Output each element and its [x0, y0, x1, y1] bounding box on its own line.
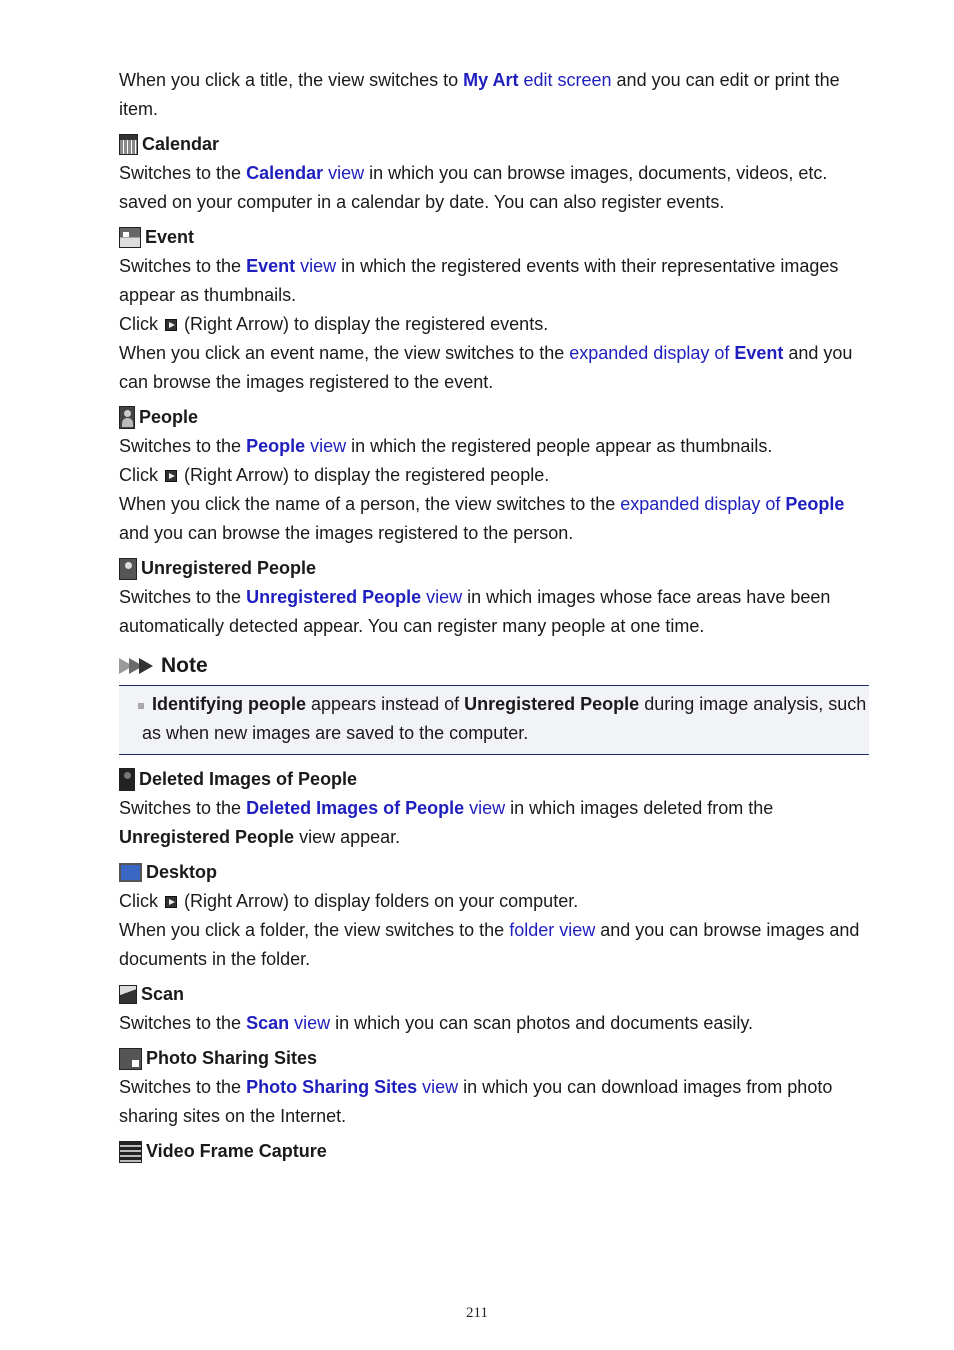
- note-item: Identifying people appears instead of Unregistered People during image analysis, such as when new images are saved to the computer.: [142, 690, 869, 748]
- section-title: Deleted Images of People: [139, 769, 358, 789]
- event-description: Switches to the Event view in which the registered events with their representative images appear as thumbnails.: [119, 256, 839, 305]
- photo-sharing-view-link[interactable]: Photo Sharing Sites view: [246, 1077, 459, 1097]
- desktop-icon: [119, 863, 142, 882]
- page-number: 211: [466, 1305, 488, 1321]
- photo-sharing-description: Switches to the Photo Sharing Sites view in which you can download images from photo sharing sites on the Internet.: [119, 1077, 833, 1126]
- section-desktop: [119, 858, 869, 887]
- desktop-click-instruction: Click (Right Arrow) to display folders on your computer.: [119, 891, 579, 911]
- section-title: Video Frame Capture: [146, 1141, 327, 1161]
- section-people: [119, 403, 869, 432]
- section-event: [119, 223, 869, 252]
- note-title: Note: [161, 654, 208, 677]
- right-arrow-icon: [165, 319, 177, 331]
- right-arrow-icon: [165, 470, 177, 482]
- section-title: Event: [145, 227, 195, 247]
- note-chevron-icon: [119, 658, 149, 674]
- people-view-link[interactable]: People view: [246, 436, 347, 456]
- folder-view-link[interactable]: folder view: [509, 920, 596, 940]
- expanded-display-people-link[interactable]: expanded display of People: [620, 494, 845, 514]
- people-click-instruction: Click (Right Arrow) to display the registered people.: [119, 465, 550, 485]
- event-expanded-info: When you click an event name, the view switches to the expanded display of Event and you can browse the images registered to the event.: [119, 343, 853, 392]
- note-header: [119, 653, 869, 679]
- scan-icon: [119, 985, 137, 1004]
- deleted-description: Switches to the Deleted Images of People view in which images deleted from the Unregistered People view appear.: [119, 798, 774, 847]
- section-scan: [119, 980, 869, 1009]
- deleted-images-icon: [119, 768, 135, 791]
- people-expanded-info: When you click the name of a person, the view switches to the expanded display of People and you can browse the images registered to the person.: [119, 494, 845, 543]
- event-icon: [119, 227, 141, 248]
- section-title: Scan: [141, 984, 185, 1004]
- section-title: Photo Sharing Sites: [146, 1048, 318, 1068]
- event-view-link[interactable]: Event view: [246, 256, 337, 276]
- intro-paragraph: When you click a title, the view switches to My Art edit screen and you can edit or print the item.: [119, 70, 840, 119]
- section-photo-sharing: [119, 1044, 869, 1073]
- section-unregistered-people: [119, 554, 869, 583]
- section-title: Unregistered People: [141, 558, 317, 578]
- section-title: Desktop: [146, 862, 218, 882]
- video-frame-capture-icon: [119, 1141, 142, 1163]
- section-deleted-images: [119, 765, 869, 794]
- scan-description: Switches to the Scan view in which you can scan photos and documents easily.: [119, 1013, 754, 1033]
- note-box: [119, 685, 869, 755]
- expanded-display-event-link[interactable]: expanded display of Event: [569, 343, 784, 363]
- people-icon: [119, 406, 135, 429]
- unregistered-people-icon: [119, 558, 137, 580]
- section-title: People: [139, 407, 199, 427]
- scan-view-link[interactable]: Scan view: [246, 1013, 331, 1033]
- event-click-instruction: Click (Right Arrow) to display the registered events.: [119, 314, 549, 334]
- section-title: Calendar: [142, 134, 220, 154]
- unregistered-people-view-link[interactable]: Unregistered People view: [246, 587, 463, 607]
- calendar-icon: [119, 134, 138, 155]
- section-video-frame-capture: [119, 1137, 869, 1166]
- calendar-description: Switches to the Calendar view in which you can browse images, documents, videos, etc. saved on your computer in a calendar by date. You can also register events.: [119, 163, 828, 212]
- section-calendar: [119, 130, 869, 159]
- my-art-edit-link[interactable]: My Art edit screen: [463, 70, 612, 90]
- deleted-images-view-link[interactable]: Deleted Images of People view: [246, 798, 506, 818]
- desktop-folder-info: When you click a folder, the view switches to the folder view and you can browse images and documents in the folder.: [119, 920, 860, 969]
- unregistered-description: Switches to the Unregistered People view in which images whose face areas have been automatically detected appear. You can register many people at one time.: [119, 587, 831, 636]
- bullet-icon: [138, 703, 144, 709]
- document-body: [119, 66, 869, 1166]
- photo-sharing-icon: [119, 1048, 142, 1070]
- people-description: Switches to the People view in which the registered people appear as thumbnails.: [119, 436, 773, 456]
- right-arrow-icon: [165, 896, 177, 908]
- calendar-view-link[interactable]: Calendar view: [246, 163, 365, 183]
